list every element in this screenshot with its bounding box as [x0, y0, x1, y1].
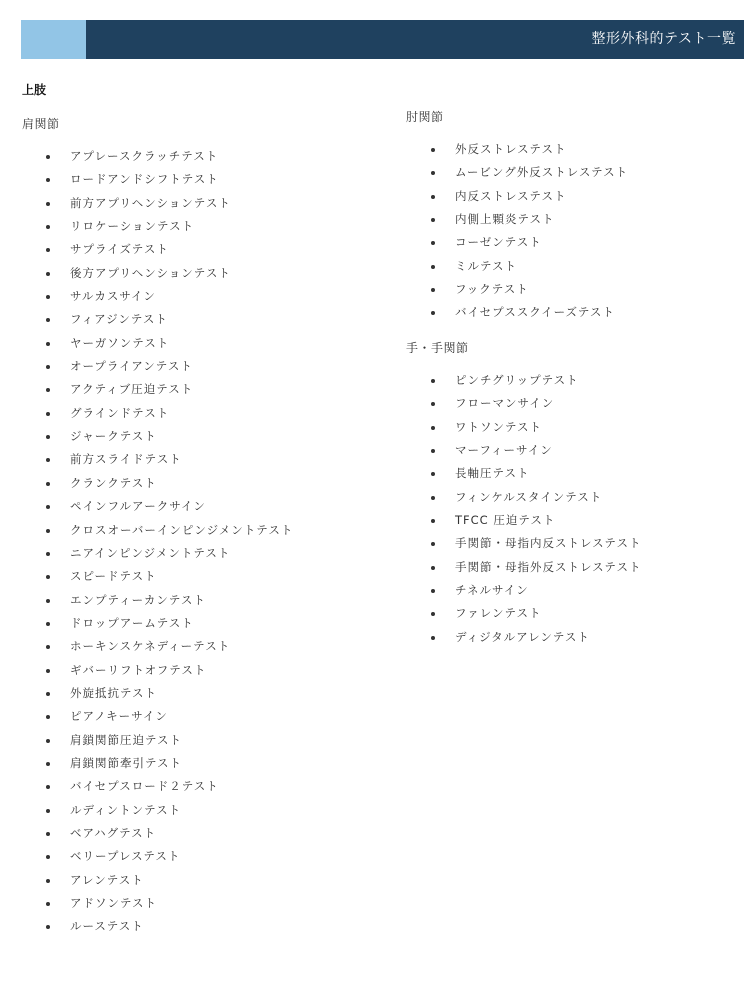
- list-item-label: 長軸圧テスト: [455, 466, 530, 481]
- list-item-label: サルカスサイン: [70, 289, 156, 304]
- header-accent-block: [21, 20, 86, 59]
- list-item-label: アプレースクラッチテスト: [70, 149, 219, 163]
- bullet-icon: [431, 636, 435, 640]
- bullet-icon: [46, 412, 50, 416]
- bullet-icon: [46, 645, 50, 649]
- list-item: [46, 495, 293, 518]
- list-item: [46, 262, 293, 285]
- bullet-icon: [46, 552, 50, 556]
- hand-wrist-test-list: [431, 369, 641, 649]
- bullet-icon: [46, 365, 50, 369]
- list-item-label: 前方アプリヘンションテスト: [70, 195, 231, 210]
- list-item: [46, 752, 293, 775]
- bullet-icon: [46, 248, 50, 252]
- bullet-icon: [46, 622, 50, 626]
- list-item: [46, 215, 293, 238]
- list-item-label: アレンテスト: [70, 872, 144, 887]
- list-item-label: 内反ストレステスト: [455, 188, 567, 203]
- bullet-icon: [431, 288, 435, 292]
- bullet-icon: [431, 265, 435, 269]
- list-item-label: 前方スライドテスト: [70, 452, 182, 467]
- bullet-icon: [431, 566, 435, 570]
- header-bar: [21, 20, 744, 59]
- list-item-label: スピードテスト: [70, 569, 157, 584]
- list-item: [46, 892, 293, 915]
- list-item: [431, 602, 641, 625]
- list-item-label: ロードアンドシフトテスト: [70, 172, 219, 187]
- hand-wrist-heading: 手・手関節: [406, 341, 469, 355]
- list-item: [431, 462, 641, 485]
- list-item: [46, 589, 293, 612]
- list-item-label: ワトソンテスト: [455, 419, 543, 434]
- list-item: [46, 378, 293, 401]
- list-item-label: アクティブ圧迫テスト: [70, 382, 194, 397]
- list-item-label: アドソンテスト: [70, 896, 158, 910]
- list-item-label: 外反ストレステスト: [455, 142, 567, 156]
- list-item: [46, 145, 293, 168]
- list-item: [431, 278, 628, 301]
- list-item: [46, 822, 293, 845]
- bullet-icon: [431, 311, 435, 315]
- list-item-label: ベリープレステスト: [70, 849, 181, 864]
- list-item: [46, 659, 293, 682]
- bullet-icon: [46, 669, 50, 673]
- bullet-icon: [46, 925, 50, 929]
- bullet-icon: [46, 435, 50, 439]
- bullet-icon: [46, 178, 50, 182]
- bullet-icon: [46, 762, 50, 766]
- bullet-icon: [46, 599, 50, 603]
- bullet-icon: [46, 832, 50, 836]
- bullet-icon: [431, 195, 435, 199]
- bullet-icon: [46, 342, 50, 346]
- list-item-label: 手関節・母指外反ストレステスト: [455, 559, 642, 574]
- list-item-label: リロケーションテスト: [70, 219, 195, 234]
- list-item-label: TFCC 圧迫テスト: [455, 513, 556, 528]
- bullet-icon: [431, 171, 435, 175]
- bullet-icon: [431, 496, 435, 500]
- list-item: [431, 532, 641, 555]
- list-item: [46, 775, 293, 798]
- list-item: [431, 301, 628, 324]
- bullet-icon: [431, 148, 435, 152]
- list-item-label: ピアノキーサイン: [70, 709, 168, 724]
- list-item: [46, 915, 293, 938]
- list-item: [46, 308, 293, 331]
- list-item-label: ピンチグリップテスト: [455, 373, 579, 387]
- bullet-icon: [431, 379, 435, 383]
- list-item-label: ディジタルアレンテスト: [455, 629, 590, 644]
- list-item-label: マーフィーサイン: [455, 443, 553, 458]
- list-item: [46, 729, 293, 752]
- list-item: [431, 416, 641, 439]
- bullet-icon: [46, 785, 50, 789]
- list-item-label: ルーステスト: [70, 919, 144, 934]
- list-item-label: ドロップアームテスト: [70, 615, 194, 630]
- bullet-icon: [46, 202, 50, 206]
- bullet-icon: [46, 388, 50, 392]
- bullet-icon: [431, 542, 435, 546]
- list-item-label: オープライアンテスト: [70, 359, 193, 374]
- list-item: [46, 448, 293, 471]
- list-item-label: ニアインピンジメントテスト: [70, 545, 231, 560]
- shoulder-heading: 肩関節: [22, 117, 60, 131]
- list-item: [46, 845, 293, 868]
- bullet-icon: [46, 715, 50, 719]
- list-item: [46, 799, 293, 822]
- list-item: [46, 869, 293, 892]
- list-item-label: 肩鎖関節牽引テスト: [70, 755, 183, 770]
- list-item-label: ベアハグテスト: [70, 825, 157, 840]
- list-item-label: 外旋抵抗テスト: [70, 685, 158, 700]
- list-item: [431, 556, 641, 579]
- elbow-heading: 肘関節: [406, 110, 444, 124]
- list-item: [46, 425, 293, 448]
- bullet-icon: [431, 241, 435, 245]
- list-item-label: クロスオーバーインピンジメントテスト: [70, 522, 294, 537]
- list-item-label: 肩鎖関節圧迫テスト: [70, 732, 183, 747]
- list-item: [431, 579, 641, 602]
- bullet-icon: [46, 879, 50, 883]
- list-item-label: バイセプスロード２テスト: [70, 779, 219, 794]
- list-item: [46, 612, 293, 635]
- bullet-icon: [431, 612, 435, 616]
- list-item-label: ジャークテスト: [70, 429, 157, 444]
- bullet-icon: [46, 482, 50, 486]
- bullet-icon: [431, 589, 435, 593]
- list-item: [46, 705, 293, 728]
- bullet-icon: [431, 426, 435, 430]
- list-item: [431, 392, 641, 415]
- list-item-label: ホーキンスケネディーテスト: [70, 639, 231, 654]
- list-item-label: 後方アプリヘンションテスト: [70, 265, 231, 280]
- bullet-icon: [46, 529, 50, 533]
- bullet-icon: [46, 155, 50, 159]
- list-item-label: ファレンテスト: [455, 606, 542, 621]
- bullet-icon: [46, 225, 50, 229]
- list-item: [431, 208, 628, 231]
- list-item-label: ギバーリフトオフテスト: [70, 662, 207, 677]
- list-item: [46, 565, 293, 588]
- bullet-icon: [431, 472, 435, 476]
- list-item: [431, 138, 628, 161]
- list-item-label: コーゼンテスト: [455, 235, 542, 250]
- list-item: [46, 542, 293, 565]
- elbow-test-list: [431, 138, 628, 325]
- list-item: [431, 255, 628, 278]
- bullet-icon: [431, 519, 435, 523]
- list-item: [46, 682, 293, 705]
- list-item-label: バイセプススクイーズテスト: [455, 305, 615, 320]
- list-item: [431, 231, 628, 254]
- bullet-icon: [46, 809, 50, 813]
- list-item-label: ムービング外反ストレステスト: [455, 165, 629, 180]
- list-item-label: 内側上顆炎テスト: [455, 212, 555, 227]
- list-item: [46, 519, 293, 542]
- bullet-icon: [46, 272, 50, 276]
- bullet-icon: [431, 449, 435, 453]
- bullet-icon: [46, 318, 50, 322]
- bullet-icon: [46, 902, 50, 906]
- list-item: [431, 626, 641, 649]
- list-item-label: フィンケルスタインテスト: [455, 489, 603, 504]
- list-item-label: ペインフルアークサイン: [70, 499, 206, 514]
- list-item: [431, 185, 628, 208]
- bullet-icon: [46, 295, 50, 299]
- list-item: [46, 402, 293, 425]
- list-item: [431, 439, 641, 462]
- list-item-label: チネルサイン: [455, 583, 529, 598]
- list-item: [46, 332, 293, 355]
- bullet-icon: [431, 218, 435, 222]
- page-title: 整形外科的テスト一覧: [591, 31, 736, 47]
- bullet-icon: [46, 505, 50, 509]
- bullet-icon: [46, 458, 50, 462]
- list-item-label: エンプティーカンテスト: [70, 592, 206, 607]
- list-item: [46, 472, 293, 495]
- list-item-label: 手関節・母指内反ストレステスト: [455, 536, 642, 551]
- list-item-label: ルディントンテスト: [70, 802, 182, 817]
- list-item-label: フィアジンテスト: [70, 312, 168, 327]
- bullet-icon: [46, 575, 50, 579]
- list-item-label: グラインドテスト: [70, 405, 170, 420]
- bullet-icon: [46, 739, 50, 743]
- list-item-label: ミルテスト: [455, 258, 518, 273]
- list-item: [46, 635, 293, 658]
- bullet-icon: [46, 692, 50, 696]
- shoulder-test-list: [46, 145, 293, 939]
- list-item: [431, 509, 641, 532]
- bullet-icon: [431, 402, 435, 406]
- list-item: [431, 161, 628, 184]
- list-item-label: ヤーガソンテスト: [70, 335, 170, 350]
- list-item: [46, 168, 293, 191]
- list-item: [431, 369, 641, 392]
- list-item: [46, 285, 293, 308]
- list-item: [431, 486, 641, 509]
- list-item-label: フローマンサイン: [455, 396, 555, 411]
- list-item: [46, 355, 293, 378]
- list-item-label: クランクテスト: [70, 475, 157, 490]
- list-item: [46, 238, 293, 261]
- list-item: [46, 192, 293, 215]
- bullet-icon: [46, 855, 50, 859]
- list-item-label: サプライズテスト: [70, 242, 169, 257]
- list-item-label: フックテスト: [455, 282, 529, 297]
- section-title: 上肢: [22, 83, 47, 97]
